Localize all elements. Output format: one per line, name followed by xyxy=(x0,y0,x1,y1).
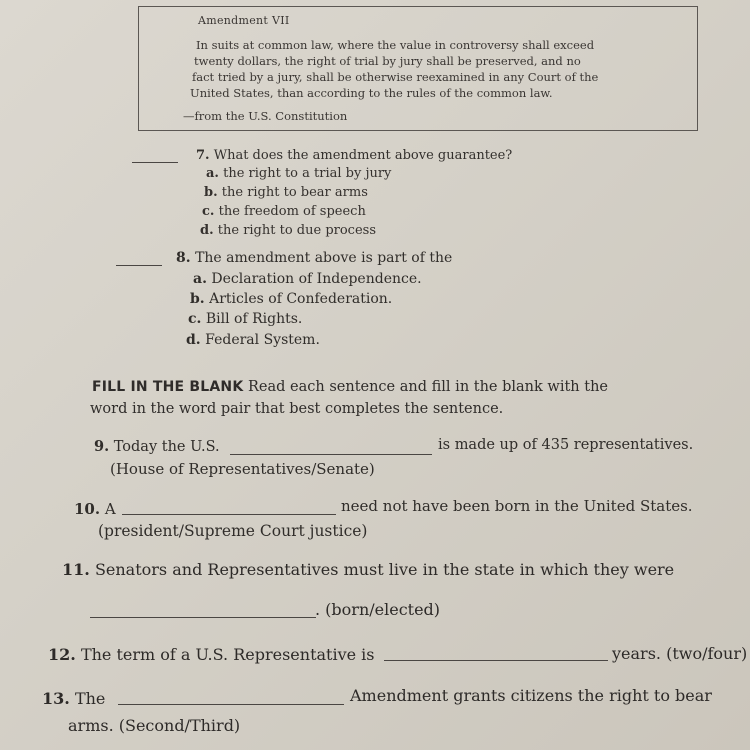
answer-blank-q13[interactable] xyxy=(118,704,344,705)
q11-word-pair: . (born/elected) xyxy=(315,600,441,619)
q10-before: 10. A xyxy=(74,500,116,518)
fill-in-instructions-line-1 xyxy=(92,379,608,395)
fill-in-instruction-1: Read each sentence and fill in the blank with the xyxy=(248,379,608,395)
fill-in-heading: FILL IN THE BLANK xyxy=(92,379,244,395)
q13-before: 13. The xyxy=(42,689,106,708)
q7-prompt xyxy=(196,148,512,163)
q10-after: need not have been born in the United States. xyxy=(341,497,693,515)
q9-after: is made up of 435 representatives. xyxy=(438,437,694,453)
amendment-line-4: United States, than according to the rules of the common law. xyxy=(190,86,553,100)
answer-blank-q9[interactable] xyxy=(230,454,432,455)
q8-option-c[interactable]: c. Bill of Rights. xyxy=(188,311,303,327)
q13-line-2: arms. (Second/Third) xyxy=(68,716,241,735)
q11-line-1: 11. Senators and Representatives must live in the state in which they were xyxy=(62,560,675,579)
q8-option-b[interactable]: b. Articles of Confederation. xyxy=(190,291,393,307)
q7-text: What does the amendment above guarantee? xyxy=(213,148,513,163)
amendment-source: —from the U.S. Constitution xyxy=(183,109,348,123)
q7-option-c[interactable]: c. the freedom of speech xyxy=(202,204,366,219)
amendment-line-1: In suits at common law, where the value in controversy shall exceed xyxy=(196,38,595,52)
q8-number: 8. xyxy=(176,250,191,266)
q7-number: 7. xyxy=(196,148,210,163)
q8-option-d[interactable]: d. Federal System. xyxy=(186,332,320,348)
q7-option-a[interactable]: a. the right to a trial by jury xyxy=(206,166,392,181)
q9-before: 9. Today the U.S. xyxy=(94,438,220,455)
amendment-line-2: twenty dollars, the right of trial by jury shall be preserved, and no xyxy=(194,54,581,68)
q10-word-pair: (president/Supreme Court justice) xyxy=(98,522,368,540)
answer-blank-q11[interactable] xyxy=(90,617,316,618)
answer-blank-q7[interactable] xyxy=(132,162,178,163)
answer-blank-q10[interactable] xyxy=(122,514,336,515)
answer-blank-q8[interactable] xyxy=(116,265,162,266)
q12-before: 12. The term of a U.S. Representative is xyxy=(48,645,375,664)
answer-blank-q12[interactable] xyxy=(384,660,608,661)
q13-after: Amendment grants citizens the right to bear xyxy=(350,686,712,705)
q12-after: years. (two/four) xyxy=(612,644,748,663)
q8-prompt xyxy=(176,250,452,266)
amendment-title: Amendment VII xyxy=(198,14,290,27)
q8-option-a[interactable]: a. Declaration of Independence. xyxy=(193,271,422,287)
fill-in-instruction-2: word in the word pair that best completes the sentence. xyxy=(90,401,504,417)
q7-option-b[interactable]: b. the right to bear arms xyxy=(204,185,368,200)
q9-word-pair: (House of Representatives/Senate) xyxy=(110,460,375,478)
amendment-line-3: fact tried by a jury, shall be otherwise reexamined in any Court of the xyxy=(192,70,599,84)
q7-option-d[interactable]: d. the right to due process xyxy=(200,223,376,238)
q8-text: The amendment above is part of the xyxy=(195,250,453,266)
